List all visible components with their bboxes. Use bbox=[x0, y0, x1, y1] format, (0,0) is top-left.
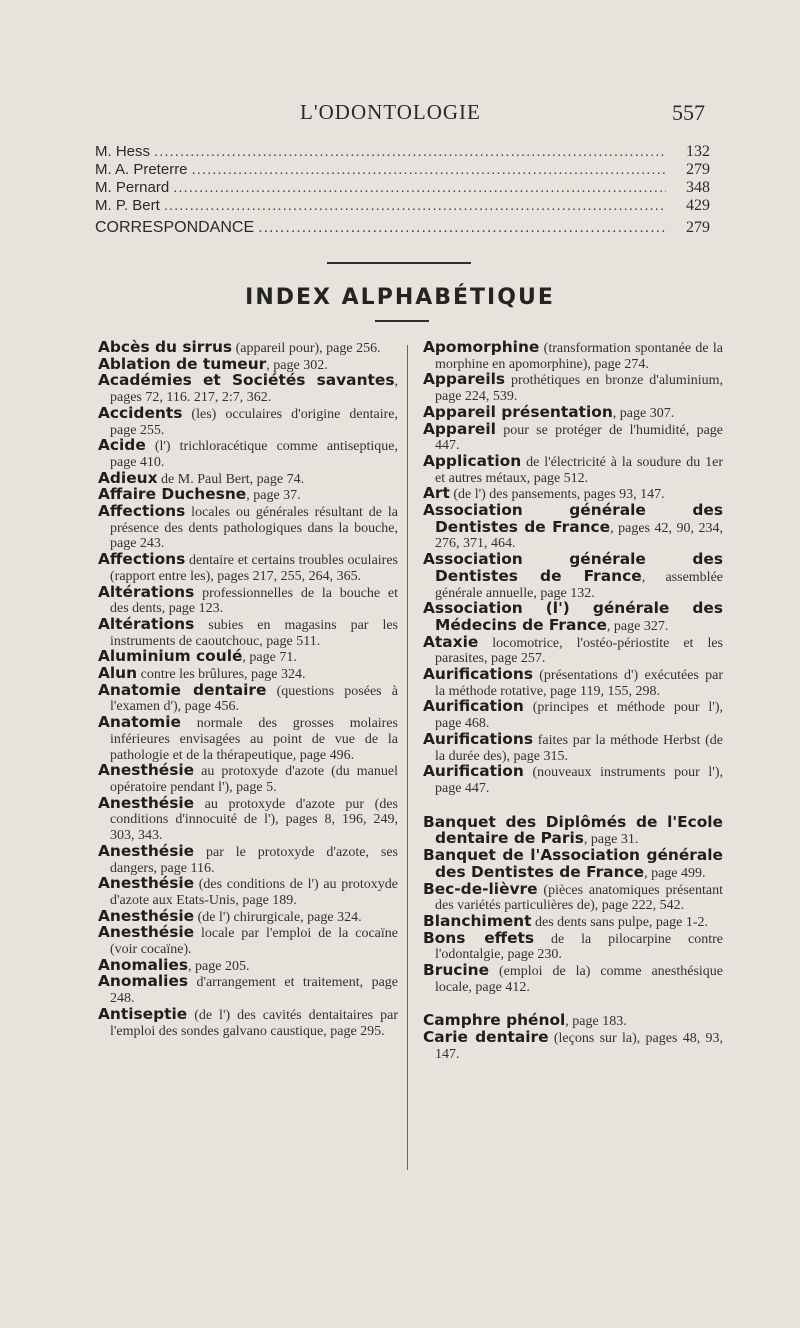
index-entry-reference: (présentations d') exécutées par la méthode rotative, page 119, 155, 298. bbox=[435, 668, 723, 699]
index-entry-reference: pour se protéger de l'humidité, page 447. bbox=[435, 422, 723, 454]
running-title: L'ODONTOLOGIE bbox=[300, 100, 481, 124]
index-entry-reference: prothétiques en bronze d'aluminium, page 224, 539. bbox=[435, 373, 723, 405]
index-entry bbox=[98, 504, 398, 552]
dot-leader bbox=[154, 143, 666, 160]
index-entry bbox=[423, 699, 723, 731]
index-entry-heading: Appareil bbox=[423, 419, 496, 438]
index-entry-heading: Association générale des Dentistes de France bbox=[423, 501, 723, 536]
index-entry-heading: Affections bbox=[98, 550, 186, 569]
index-entry-reference: (appareil pour), page 256. bbox=[232, 341, 381, 356]
index-entry-reference: de la pilocarpine contre l'odontalgie, page 230. bbox=[435, 931, 723, 963]
toc-name: M. Hess bbox=[95, 143, 151, 160]
toc-row bbox=[95, 179, 710, 197]
index-entry-reference: par le protoxyde d'azote, ses dangers, page 116. bbox=[110, 844, 398, 876]
index-entry bbox=[423, 340, 723, 372]
index-entry-heading: Anomalies bbox=[98, 955, 189, 974]
index-entry-heading: Académies et Sociétés savantes bbox=[98, 371, 395, 390]
index-entry-heading: Anesthésie bbox=[98, 874, 195, 893]
toc-row bbox=[95, 161, 710, 179]
index-entry-reference: normale des grosses molaires inférieures envisagées au point de vue de la pathologie et de la thérapeutique, page 496. bbox=[110, 716, 398, 763]
index-entry-heading: Anomalies bbox=[98, 972, 189, 991]
index-entry-reference: contre les brûlures, page 324. bbox=[137, 667, 306, 683]
right-index-column bbox=[423, 340, 723, 1063]
index-entry-heading: Anesthésie bbox=[98, 906, 195, 925]
index-entry-reference: (les) occulaires d'origine dentaire, page 255. bbox=[110, 406, 398, 438]
index-entry-heading: Aurification bbox=[423, 697, 524, 716]
toc-page: 279 bbox=[686, 161, 710, 178]
index-entry-reference: de l'électricité à la soudure du 1er et autres métaux, page 512. bbox=[435, 454, 723, 486]
toc-name: M. A. Preterre bbox=[95, 161, 188, 178]
index-entry bbox=[423, 764, 723, 796]
toc-page: 429 bbox=[686, 197, 710, 214]
index-entry bbox=[423, 812, 723, 848]
index-entry bbox=[423, 928, 723, 963]
index-entry bbox=[98, 614, 398, 649]
index-entry-heading: Anesthésie bbox=[98, 793, 195, 812]
index-entry-reference: , page 327. bbox=[606, 618, 669, 634]
index-entry bbox=[423, 552, 723, 601]
index-entry-reference: au protoxyde d'azote (du manuel opératoire pendant l'), page 5. bbox=[110, 764, 398, 795]
index-entry-heading: Affaire Duchesne bbox=[98, 485, 247, 504]
index-entry-heading: Anatomie bbox=[98, 713, 181, 732]
index-entry-reference: , page 499. bbox=[644, 865, 706, 881]
index-entry-heading: Affections bbox=[98, 502, 186, 521]
index-entry-reference: , pages 42, 90, 234, 276, 371, 464. bbox=[435, 520, 723, 552]
dot-leader bbox=[192, 161, 666, 178]
index-entry bbox=[98, 552, 398, 584]
index-entry bbox=[98, 763, 398, 795]
index-entry-heading: Accidents bbox=[98, 403, 183, 422]
index-entry-reference: , page 307. bbox=[612, 405, 675, 421]
index-entry bbox=[423, 1030, 723, 1062]
index-entry-reference: (principes et méthode pour l'), page 468. bbox=[435, 700, 723, 732]
index-entry bbox=[423, 848, 723, 881]
index-entry-reference: (de l') chirurgicale, page 324. bbox=[194, 909, 362, 925]
index-entry-reference: (de l') des cavités dentaitaires par l'emploi des sondes galvano caustique, page 295. bbox=[110, 1007, 398, 1039]
index-entry bbox=[98, 974, 398, 1006]
index-entry bbox=[98, 403, 398, 438]
index-entry-reference: (emploi de la) comme anesthésique locale, page 412. bbox=[435, 964, 723, 995]
toc-name: CORRESPONDANCE bbox=[95, 219, 255, 236]
index-entry-reference: (transformation spontanée de la morphine en apomorphine), page 274. bbox=[435, 341, 723, 372]
index-entry bbox=[98, 680, 398, 715]
index-entry-heading: Bons effets bbox=[423, 928, 535, 947]
index-entry-heading: Carie dentaire bbox=[423, 1028, 549, 1047]
index-entry-heading: Ataxie bbox=[423, 632, 479, 651]
index-entry-reference: , page 31. bbox=[583, 832, 639, 848]
index-entry bbox=[98, 649, 398, 666]
index-entry-heading: Adieux bbox=[98, 468, 158, 487]
index-entry-heading: Abcès du sirrus bbox=[98, 338, 233, 356]
index-entry bbox=[423, 879, 723, 914]
index-entry-reference: locales ou générales résultant de la présence des dents pathologiques dans la bouche, page 243. bbox=[110, 505, 398, 552]
index-entry bbox=[98, 876, 398, 908]
index-title: INDEX ALPHABÉTIQUE bbox=[245, 285, 555, 310]
index-entry-reference: au protoxyde d'azote pur (des conditions d'innocuité de l'), pages 8, 196, 249, 303, 343. bbox=[110, 796, 398, 844]
toc-name: M. P. Bert bbox=[95, 197, 160, 214]
index-entry-reference: de M. Paul Bert, page 74. bbox=[157, 471, 305, 487]
index-entry-reference: faites par la méthode Herbst (de la durée des), page 315. bbox=[435, 732, 723, 764]
index-entry-reference: (nouveaux instruments pour l'), page 447. bbox=[435, 765, 723, 796]
index-entry bbox=[423, 451, 723, 486]
index-entry bbox=[423, 963, 723, 995]
index-entry-reference: , page 71. bbox=[242, 650, 297, 666]
index-entry-heading: Camphre phénol bbox=[423, 1011, 566, 1030]
index-entry-heading: Association générale des Dentistes de France bbox=[423, 550, 723, 585]
index-entry bbox=[98, 438, 398, 470]
index-entry-reference: , page 302. bbox=[266, 357, 328, 373]
index-entry-reference: locomotrice, l'ostéo-périostite et les parasites, page 257. bbox=[435, 635, 723, 667]
index-entry bbox=[423, 632, 723, 667]
index-entry-heading: Ablation de tumeur bbox=[98, 354, 267, 373]
index-entry bbox=[423, 667, 723, 699]
dot-leader bbox=[258, 219, 666, 237]
toc-page: 348 bbox=[686, 179, 710, 196]
index-entry-heading: Acide bbox=[98, 436, 146, 455]
column-divider bbox=[407, 345, 408, 1170]
index-entry bbox=[98, 715, 398, 763]
page-number: 557 bbox=[672, 100, 705, 125]
toc-page: 132 bbox=[686, 143, 710, 160]
index-entry bbox=[98, 841, 398, 876]
index-entry-heading: Application bbox=[423, 451, 522, 470]
index-entry-reference: (pièces anatomiques présentant des variétés particulières de), page 222, 542. bbox=[435, 882, 723, 914]
index-entry bbox=[98, 793, 398, 844]
index-entry bbox=[423, 729, 723, 764]
index-entry-reference: (questions posées à l'examen d'), page 456. bbox=[110, 683, 398, 715]
index-entry bbox=[98, 925, 398, 957]
index-entry-heading: Altérations bbox=[98, 614, 195, 633]
index-entry-heading: Aluminium coulé bbox=[98, 647, 243, 666]
index-entry-heading: Alun bbox=[98, 664, 138, 683]
index-entry-heading: Bec-de-lièvre bbox=[423, 879, 538, 898]
index-entry-heading: Anatomie dentaire bbox=[98, 680, 267, 699]
index-entry-reference: dentaire et certains troubles oculaires (rapport entre les), pages 217, 255, 264, 365. bbox=[110, 553, 398, 584]
index-entry bbox=[98, 1004, 398, 1039]
left-index-column bbox=[98, 340, 398, 1039]
index-entry-reference: d'arrangement et traitement, page 248. bbox=[110, 975, 398, 1007]
index-entry-reference: (l') trichloracétique comme antiseptique, page 410. bbox=[110, 439, 398, 470]
title-underline bbox=[375, 320, 429, 322]
index-entry-reference: professionnelles de la bouche et des dents, page 123. bbox=[110, 585, 398, 617]
index-entry-heading: Appareils bbox=[423, 370, 506, 389]
index-entry-reference: , page 37. bbox=[246, 488, 301, 504]
toc-name: M. Pernard bbox=[95, 179, 170, 196]
index-entry-reference: , page 205. bbox=[188, 958, 250, 974]
index-entry-heading: Appareil présentation bbox=[423, 402, 613, 421]
index-entry-heading: Anesthésie bbox=[98, 923, 195, 942]
index-entry-heading: Antiseptie bbox=[98, 1004, 188, 1023]
dot-leader bbox=[164, 197, 666, 214]
index-entry-heading: Blanchiment bbox=[423, 911, 532, 930]
index-entry bbox=[423, 503, 723, 552]
index-entry bbox=[423, 601, 723, 634]
index-entry-heading: Apomorphine bbox=[423, 338, 540, 356]
index-entry-heading: Banquet de l'Association générale des Dentistes de France bbox=[423, 846, 723, 881]
index-entry-heading: Aurifications bbox=[423, 729, 533, 748]
index-entry-heading: Association (l') générale des Médecins de France bbox=[423, 599, 723, 634]
index-entry-reference: des dents sans pulpe, page 1-2. bbox=[531, 914, 709, 930]
toc-row bbox=[95, 143, 710, 161]
index-entry-heading: Aurifications bbox=[423, 665, 533, 684]
index-entry-reference: (leçons sur la), pages 48, 93, 147. bbox=[435, 1031, 723, 1062]
index-entry-reference: , assemblée générale annuelle, page 132. bbox=[435, 569, 723, 601]
page-header bbox=[0, 100, 800, 128]
index-entry-reference: (de l') des pansements, pages 93, 147. bbox=[449, 487, 665, 503]
index-entry-heading: Brucine bbox=[423, 961, 490, 980]
index-entry-reference: , pages 72, 116. 217, 2:7, 362. bbox=[110, 374, 398, 406]
section-rule bbox=[327, 262, 471, 264]
index-entry-heading: Altérations bbox=[98, 582, 195, 601]
table-of-contents bbox=[95, 143, 710, 237]
index-entry bbox=[98, 582, 398, 617]
index-entry-heading: Anesthésie bbox=[98, 841, 195, 860]
index-entry-heading: Anesthésie bbox=[98, 761, 195, 780]
index-entry-reference: (des conditions de l') au protoxyde d'azote aux Etats-Unis, page 189. bbox=[110, 877, 398, 908]
index-entry-reference: locale par l'emploi de la cocaïne (voir cocaïne). bbox=[110, 926, 398, 958]
index-entry bbox=[423, 419, 723, 454]
dot-leader bbox=[173, 179, 666, 196]
toc-row bbox=[95, 197, 710, 215]
index-entry-heading: Banquet des Diplômés de l'Ecole dentaire de Paris bbox=[423, 812, 723, 848]
toc-row bbox=[95, 219, 710, 237]
index-entry-heading: Art bbox=[423, 484, 450, 503]
index-entry-reference: , page 183. bbox=[565, 1014, 627, 1030]
index-entry bbox=[423, 372, 723, 404]
toc-page: 279 bbox=[686, 219, 710, 236]
index-entry-heading: Aurification bbox=[423, 762, 524, 781]
index-entry bbox=[98, 373, 398, 405]
index-entry-reference: subies en magasins par les instruments de caoutchouc, page 511. bbox=[110, 617, 398, 649]
